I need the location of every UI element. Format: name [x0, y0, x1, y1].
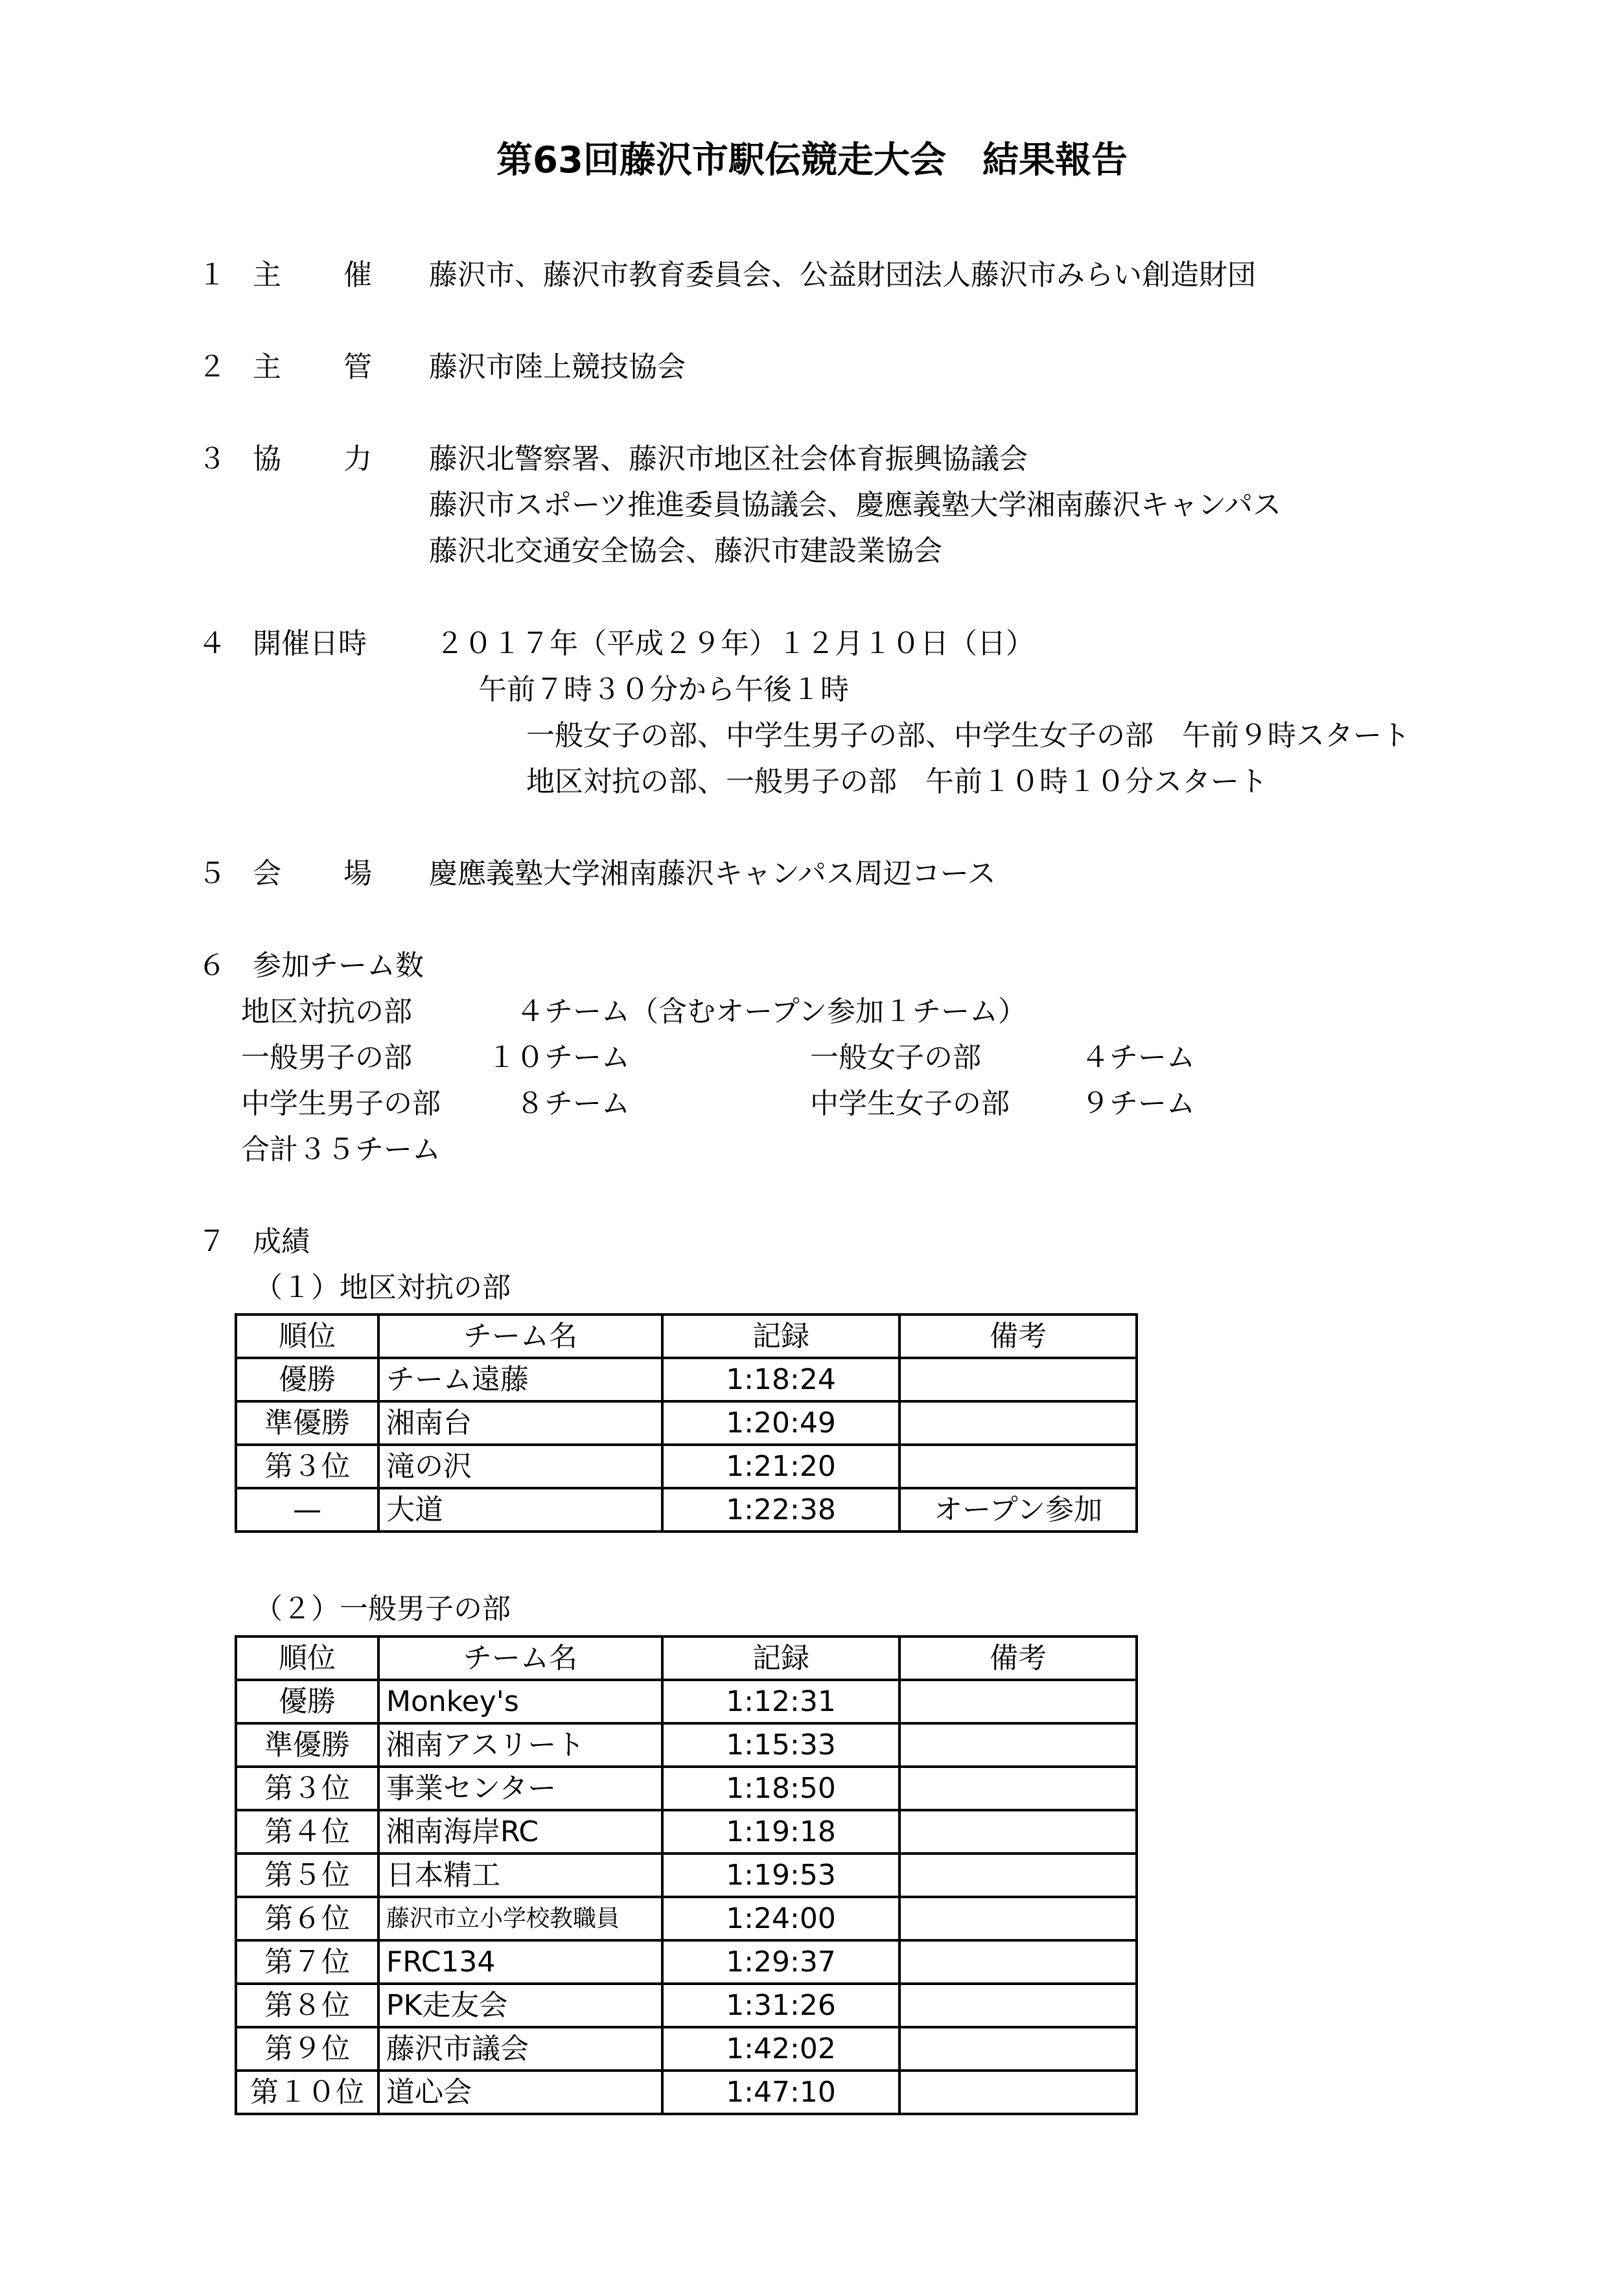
ippan-men-teams: １０チーム: [487, 1041, 630, 1074]
section-5-label-b: 場: [343, 857, 372, 890]
rank-cell: 第１０位: [236, 2071, 378, 2114]
note-cell: [899, 1358, 1137, 1401]
section-2-number: ２: [198, 350, 226, 384]
note-cell: [899, 1767, 1137, 1810]
record-cell: 1:47:10: [662, 2071, 899, 2114]
rank-cell: 準優勝: [236, 1401, 378, 1445]
table-row: [236, 2027, 1137, 2071]
team-cell: FRC134: [378, 1940, 662, 1984]
record-cell: 1:18:50: [662, 1767, 899, 1810]
table-row: [236, 1488, 1137, 1532]
team-cell: 事業センター: [378, 1767, 662, 1810]
table-1-caption: （１）地区対抗の部: [254, 1271, 511, 1304]
section-1-label-b: 催: [343, 258, 372, 292]
note-cell: [899, 1854, 1137, 1897]
table-row: [236, 1767, 1137, 1810]
table-header-row: [236, 1636, 1137, 1680]
record-cell: 1:29:37: [662, 1940, 899, 1984]
note-cell: [899, 1940, 1137, 1984]
results-table-chiku: [235, 1313, 1138, 1533]
record-cell: 1:31:26: [662, 1984, 899, 2027]
table-row: [236, 1358, 1137, 1401]
team-cell: 藤沢市立小学校教職員: [378, 1897, 662, 1940]
start-time-2: 地区対抗の部、一般男子の部 午前１０時１０分スタート: [526, 765, 1268, 798]
section-1-label-a: 主: [253, 258, 281, 292]
team-cell: チーム遠藤: [378, 1358, 662, 1401]
section-5-label-a: 会: [253, 857, 281, 890]
record-cell: 1:21:20: [662, 1445, 899, 1488]
table-row: [236, 1897, 1137, 1940]
rank-cell: 第３位: [236, 1767, 378, 1810]
header-record: 記録: [662, 1636, 899, 1680]
record-cell: 1:20:49: [662, 1401, 899, 1445]
rank-cell: 優勝: [236, 1358, 378, 1401]
record-cell: 1:19:53: [662, 1854, 899, 1897]
team-cell: 日本精工: [378, 1854, 662, 1897]
ippan-women-label: 一般女子の部: [810, 1041, 981, 1074]
note-cell: [899, 1897, 1137, 1940]
note-cell: [899, 2027, 1137, 2071]
section-3-label-b: 力: [343, 442, 372, 476]
table-row: [236, 1940, 1137, 1984]
event-time: 午前７時３０分から午後１時: [478, 673, 849, 706]
page-title: 第63回藤沢市駅伝競走大会 結果報告: [496, 139, 1128, 181]
team-cell: 大道: [378, 1488, 662, 1532]
table-row: [236, 1854, 1137, 1897]
record-cell: 1:24:00: [662, 1897, 899, 1940]
note-cell: [899, 1445, 1137, 1488]
section-2-manager: 藤沢市陸上競技協会: [429, 350, 686, 384]
note-cell: [899, 1401, 1137, 1445]
section-3-number: ３: [198, 442, 226, 476]
start-time-1: 一般女子の部、中学生男子の部、中学生女子の部 午前９時スタート: [526, 719, 1410, 752]
chiku-teams: ４チーム（含むオープン参加１チーム）: [516, 995, 1027, 1028]
section-5-venue: 慶應義塾大学湘南藤沢キャンパス周辺コース: [429, 857, 996, 890]
table-row: [236, 1723, 1137, 1767]
header-note: 備考: [899, 1636, 1137, 1680]
section-7-label: 成績: [253, 1225, 310, 1258]
section-2-label-b: 管: [343, 350, 372, 384]
note-cell: [899, 1984, 1137, 2027]
junior-boys-teams: ８チーム: [516, 1087, 630, 1120]
section-2-label-a: 主: [253, 350, 281, 384]
section-3-label-a: 協: [253, 442, 281, 476]
rank-cell: 第６位: [236, 1897, 378, 1940]
section-5-number: ５: [198, 857, 226, 890]
section-7-number: ７: [198, 1225, 226, 1258]
table-row: [236, 1401, 1137, 1445]
team-cell: 湘南アスリート: [378, 1723, 662, 1767]
section-6-number: ６: [198, 949, 226, 982]
header-rank: 順位: [236, 1636, 378, 1680]
record-cell: 1:18:24: [662, 1358, 899, 1401]
table-header-row: [236, 1314, 1137, 1358]
team-cell: 湘南台: [378, 1401, 662, 1445]
record-cell: 1:42:02: [662, 2027, 899, 2071]
header-team: チーム名: [378, 1636, 662, 1680]
junior-boys-label: 中学生男子の部: [241, 1087, 441, 1120]
rank-cell: 第５位: [236, 1854, 378, 1897]
table-row: [236, 1445, 1137, 1488]
ippan-men-label: 一般男子の部: [241, 1041, 412, 1074]
team-cell: PK走友会: [378, 1984, 662, 2027]
header-rank: 順位: [236, 1314, 378, 1358]
ippan-women-teams: ４チーム: [1081, 1041, 1195, 1074]
total-teams: 合計３５チーム: [241, 1133, 441, 1166]
section-1-number: １: [198, 258, 226, 292]
table-row: [236, 1984, 1137, 2027]
table-row: [236, 1680, 1137, 1723]
note-cell: [899, 1680, 1137, 1723]
team-cell: 藤沢市議会: [378, 2027, 662, 2071]
team-cell: Monkey's: [378, 1680, 662, 1723]
record-cell: 1:15:33: [662, 1723, 899, 1767]
rank-cell: 準優勝: [236, 1723, 378, 1767]
rank-cell: 第４位: [236, 1810, 378, 1854]
rank-cell: 第３位: [236, 1445, 378, 1488]
section-6-label: 参加チーム数: [253, 949, 424, 982]
team-cell: 道心会: [378, 2071, 662, 2114]
results-table-ippan-men: [235, 1635, 1138, 2115]
chiku-label: 地区対抗の部: [241, 995, 412, 1028]
record-cell: 1:12:31: [662, 1680, 899, 1723]
team-cell: 滝の沢: [378, 1445, 662, 1488]
note-cell: オープン参加: [899, 1488, 1137, 1532]
section-4-label: 開催日時: [253, 627, 367, 660]
rank-cell: —: [236, 1488, 378, 1532]
event-date: ２０１７年（平成２９年）１２月１０日（日）: [435, 627, 1034, 660]
section-3-cooperator-line-2: 藤沢市スポーツ推進委員協議会、慶應義塾大学湘南藤沢キャンパス: [429, 488, 1282, 522]
rank-cell: 第７位: [236, 1940, 378, 1984]
note-cell: [899, 1723, 1137, 1767]
junior-girls-teams: ９チーム: [1081, 1087, 1195, 1120]
section-3-cooperator-line-3: 藤沢北交通安全協会、藤沢市建設業協会: [429, 534, 942, 568]
header-record: 記録: [662, 1314, 899, 1358]
team-cell: 湘南海岸RC: [378, 1810, 662, 1854]
table-row: [236, 2071, 1137, 2114]
table-2-caption: （２）一般男子の部: [254, 1592, 511, 1625]
rank-cell: 第８位: [236, 1984, 378, 2027]
record-cell: 1:22:38: [662, 1488, 899, 1532]
junior-girls-label: 中学生女子の部: [810, 1087, 1010, 1120]
record-cell: 1:19:18: [662, 1810, 899, 1854]
rank-cell: 第９位: [236, 2027, 378, 2071]
note-cell: [899, 1810, 1137, 1854]
section-4-number: ４: [198, 627, 226, 660]
section-3-cooperator-line-1: 藤沢北警察署、藤沢市地区社会体育振興協議会: [429, 442, 1028, 476]
table-row: [236, 1810, 1137, 1854]
note-cell: [899, 2071, 1137, 2114]
header-team: チーム名: [378, 1314, 662, 1358]
rank-cell: 優勝: [236, 1680, 378, 1723]
header-note: 備考: [899, 1314, 1137, 1358]
section-1-organizer: 藤沢市、藤沢市教育委員会、公益財団法人藤沢市みらい創造財団: [429, 258, 1256, 292]
